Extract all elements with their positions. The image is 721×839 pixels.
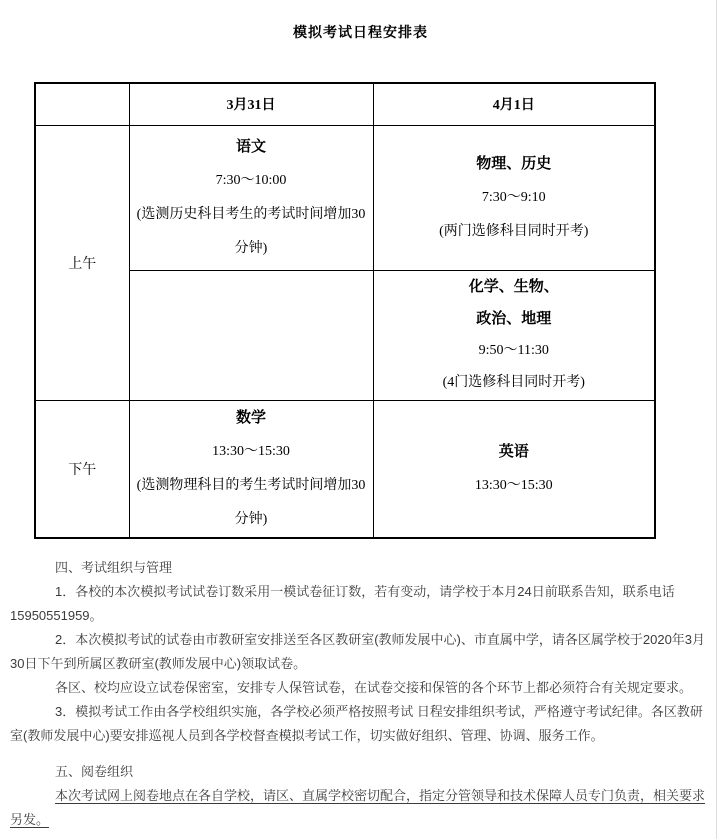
subject-name: 政治、地理 (476, 311, 552, 327)
physics-history-cell (373, 125, 655, 270)
exam-schedule-table (34, 82, 656, 539)
para-ticket-order: 1．各校的本次模拟考试试卷订数采用一模试卷征订数，若有变动，请学校于本月24日前联系告知，联系电话15950551959。 (10, 584, 675, 623)
morning-label-cell (35, 125, 129, 400)
subject-name: 化学、生物、 (468, 279, 559, 295)
table-header-row (35, 83, 655, 125)
chem-bio-pol-geo-cell (373, 270, 655, 400)
chinese-exam-cell (129, 125, 373, 270)
header-date-april1: 4月1日 (373, 83, 655, 125)
exam-time: 13:30～15:30 (474, 477, 553, 493)
subject-name: 数学 (235, 409, 266, 426)
morning-row-1 (35, 125, 655, 270)
exam-note: (选测历史科目考生的考试时间增加30 (136, 206, 366, 222)
english-exam-cell (373, 400, 655, 538)
exam-time: 9:50～11:30 (478, 343, 549, 358)
section-heading-5: 五、阅卷组织 (55, 764, 134, 779)
para-exam-organization: 3．模拟考试工作由各学校组织实施，各学校必须严格按照考试 日程安排组织考试，严格遵守考试纪律。各区教研室(教师发展中心)要安排巡视人员到各学校督查模拟考试工作，切实做好组织、管理、协调、服务工作。 (10, 704, 703, 743)
exam-note: 分钟) (234, 511, 268, 527)
subject-name: 英语 (498, 443, 529, 460)
section-heading-4: 四、考试组织与管理 (55, 560, 173, 575)
math-exam-cell (129, 400, 373, 538)
para-paper-security: 各区、校均应设立试卷保密室，安排专人保管试卷，在试卷交接和保管的各个环节上都必须符合有关规定要求。 (55, 680, 693, 695)
exam-time: 13:30～15:30 (212, 443, 290, 459)
morning-label: 上午 (68, 256, 97, 272)
exam-time: 7:30～10:00 (215, 172, 287, 188)
empty-schedule-cell (129, 270, 373, 400)
para-grading-underlined: 本次考试网上阅卷地点在各自学校，请区、直属学校密切配合，指定分管领导和技术保障人员专门负责，相关要求另发。 (10, 788, 706, 827)
afternoon-row (35, 400, 655, 538)
window-edge-line (716, 0, 717, 839)
afternoon-label-cell (35, 400, 129, 538)
para-paper-delivery: 2．本次模拟考试的试卷由市教研室安排送至各区教研室(教师发展中心)、市直属中学，请各区属学校于2020年3月30日下午到所属区教研室(教师发展中心)领取试卷。 (10, 632, 706, 671)
subject-name: 语文 (235, 138, 266, 155)
exam-note: (选测物理科目的考生考试时间增加30 (136, 477, 366, 493)
exam-time: 7:30～9:10 (481, 189, 546, 205)
subject-name: 物理、历史 (476, 155, 552, 172)
notice-body (0, 556, 721, 832)
exam-note: (4门选修科目同时开考) (442, 375, 585, 390)
page-title: 模拟考试日程安排表 (293, 24, 428, 40)
afternoon-label: 下午 (68, 462, 97, 478)
exam-note: 分钟) (234, 240, 268, 256)
header-blank-cell (35, 83, 129, 125)
header-date-march31: 3月31日 (129, 83, 373, 125)
exam-note: (两门选修科目同时开考) (439, 223, 589, 239)
